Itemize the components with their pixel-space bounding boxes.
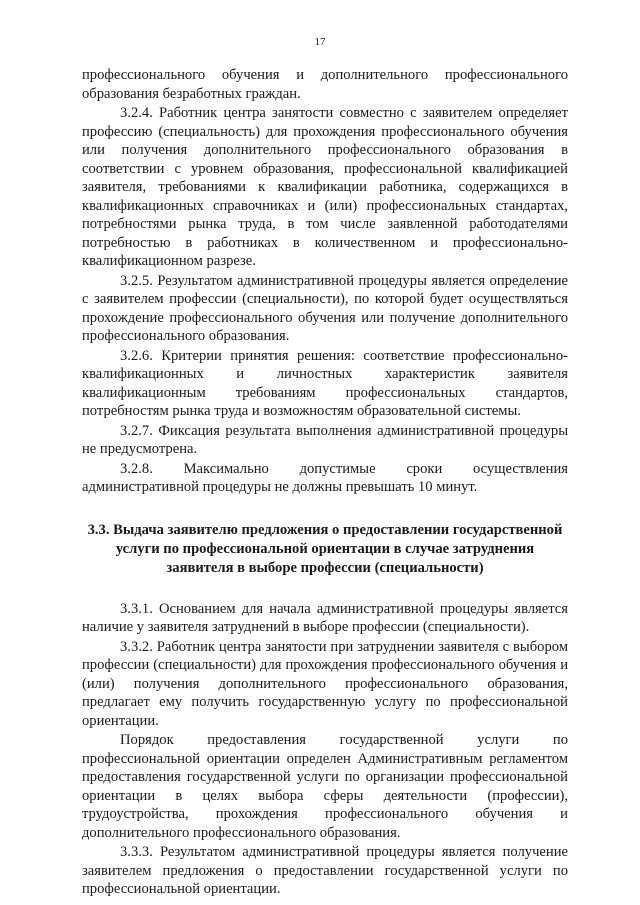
paragraph-3-2-4: 3.2.4. Работник центра занятости совместно с заявителем определяет профессию (специальность) для прохождения профессионального обучения или получения дополнительного профессионального образования в соответствии с уровнем образования, профессиональной квалификацией заявителя, требованиями к квалификации работника, содержащихся в квалификационных справочниках и (или) профессиональных стандартах, потребностями рынка труда, в том числе заявленной работодателями потребностью в работниках в количественном и профессионально-квалификационном разрезе. bbox=[82, 105, 568, 269]
paragraph-3-3-2: 3.3.2. Работник центра занятости при затруднении заявителя с выбором профессии (специальности) для прохождения профессионального обучения и (или) получения дополнительного профессионального образования, предлагает ему получить государственную услугу по профессиональной ориентации. bbox=[82, 638, 568, 729]
paragraph-procedure-order: Порядок предоставления государственной услуги по профессиональной ориентации определен Административным регламентом предоставления государственной услуги по организации профессиональной ориентации в целях выбора сферы деятельности (профессии), трудоустройства, прохождения профессионального обучения и дополнительного профессионального образования. bbox=[82, 732, 568, 841]
page-number: 17 bbox=[314, 36, 326, 48]
paragraph-3-2-5: 3.2.5. Результатом административной процедуры является определение с заявителем профессии (специальности), по которой будет осуществляться прохождение профессионального обучения или получение дополнительного профессионального образования. bbox=[82, 272, 568, 344]
paragraph-3-2-6: 3.2.6. Критерии принятия решения: соответствие профессионально-квалификационных и личностных характеристик заявителя квалификационным требованиям профессиональных стандартов, потребностям рынка труда и возможностям образовательной системы. bbox=[82, 347, 568, 419]
paragraph-3-2-7: 3.2.7. Фиксация результата выполнения административной процедуры не предусмотрена. bbox=[82, 422, 568, 457]
paragraph-3-2-8: 3.2.8. Максимально допустимые сроки осуществления административной процедуры не должны превышать 10 минут. bbox=[82, 460, 568, 495]
page-content bbox=[82, 66, 568, 899]
paragraph-continuation: профессионального обучения и дополнительного профессионального образования безработных граждан. bbox=[82, 67, 568, 102]
paragraph-3-3-1: 3.3.1. Основанием для начала административной процедуры является наличие у заявителя затруднений в выборе профессии (специальности). bbox=[82, 600, 568, 635]
paragraph-3-3-3: 3.3.3. Результатом административной процедуры является получение заявителем предложения о предоставлении государственной услуги по профессиональной ориентации. bbox=[82, 844, 568, 897]
section-heading-3-3: 3.3. Выдача заявителю предложения о предоставлении государственной услуги по профессиональной ориентации в случае затруднения заявителя в выборе профессии (специальности) bbox=[87, 521, 563, 576]
